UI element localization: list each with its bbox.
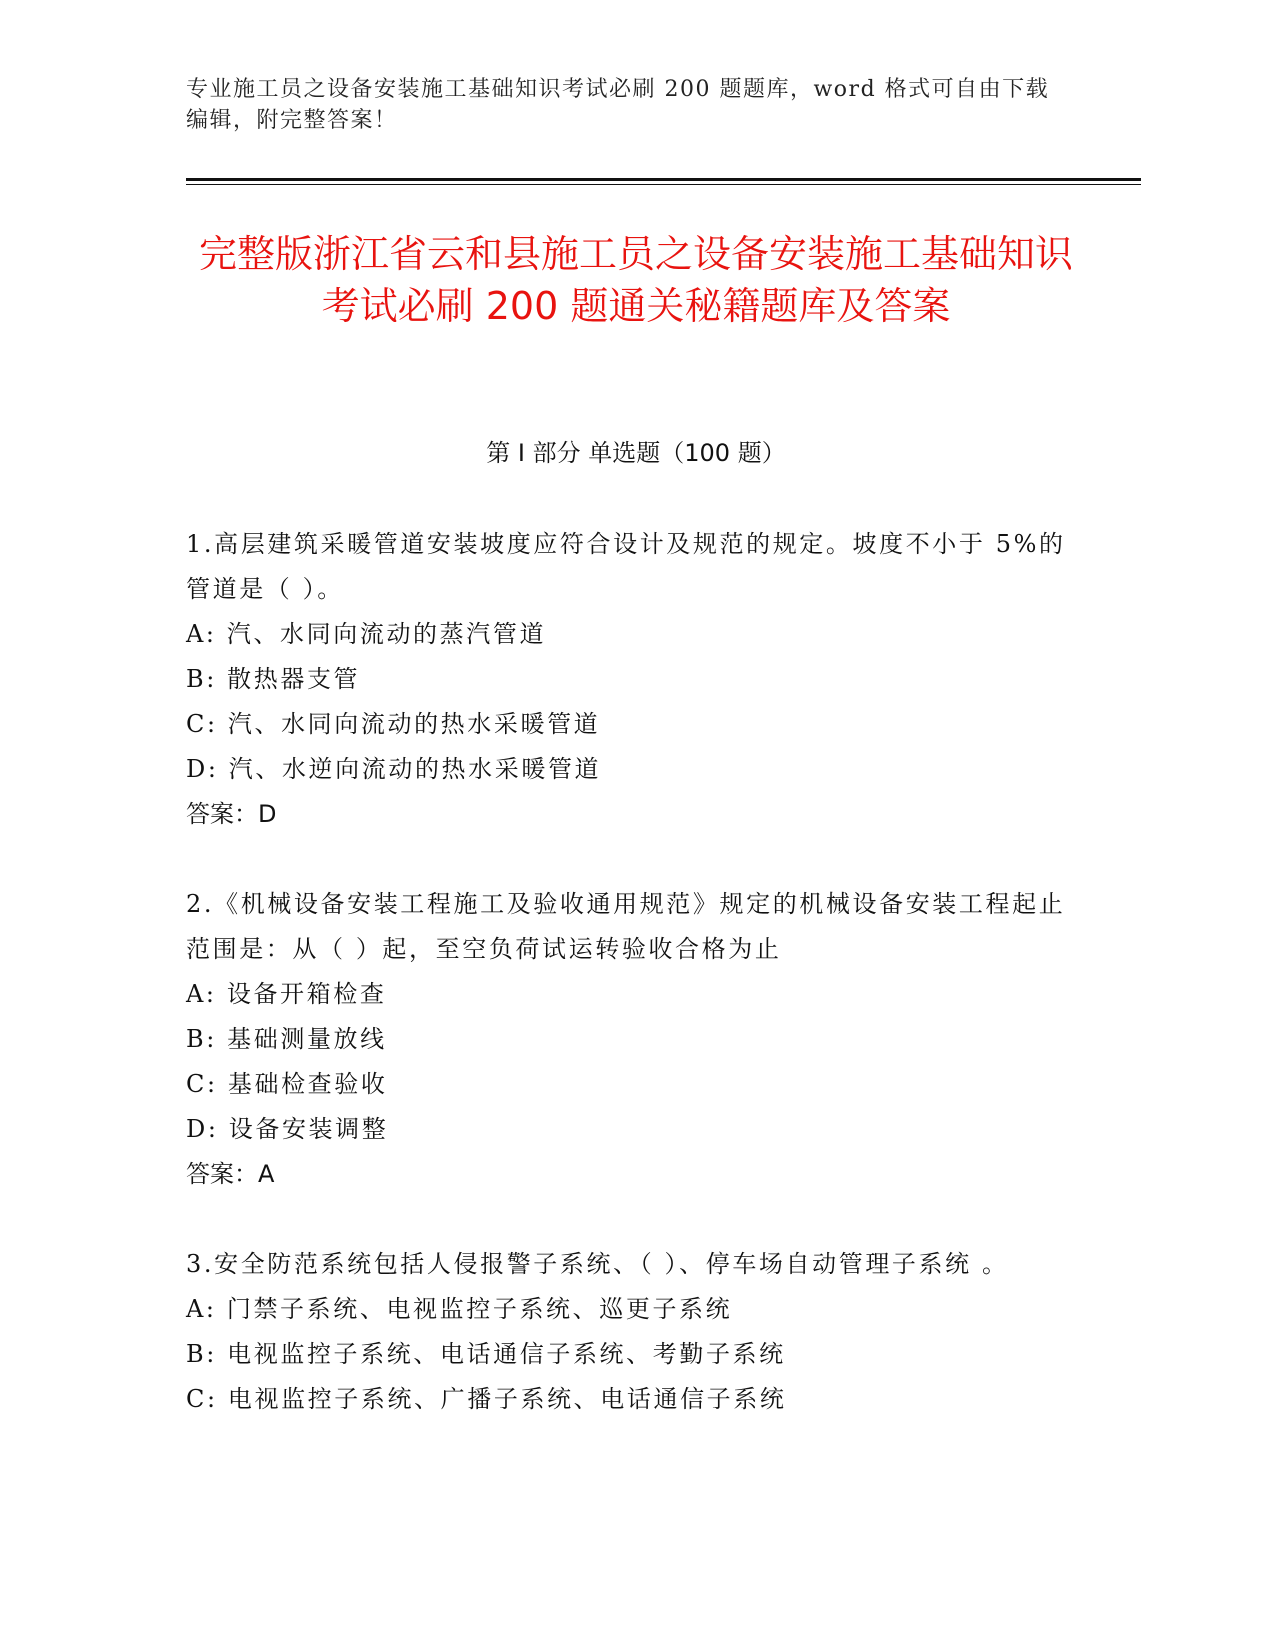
option-a: A: 汽、水同向流动的蒸汽管道 bbox=[186, 620, 547, 648]
header-divider-thin bbox=[186, 184, 1141, 185]
option-b: B: 电视监控子系统、电话通信子系统、考勤子系统 bbox=[186, 1340, 786, 1368]
question-stem: 1.高层建筑采暖管道安装坡度应符合设计及规范的规定。坡度不小于 5%的管道是（ ）。 bbox=[186, 530, 1066, 603]
option-a: A: 门禁子系统、电视监控子系统、巡更子系统 bbox=[186, 1295, 733, 1323]
option-c: C: 电视监控子系统、广播子系统、电话通信子系统 bbox=[186, 1385, 787, 1413]
question-1 bbox=[186, 522, 1066, 837]
option-c: C: 汽、水同向流动的热水采暖管道 bbox=[186, 710, 601, 738]
option-d: D: 汽、水逆向流动的热水采暖管道 bbox=[186, 755, 602, 783]
question-stem: 2.《机械设备安装工程施工及验收通用规范》规定的机械设备安装工程起止范围是：从（ ）起，至空负荷试运转验收合格为止 bbox=[186, 890, 1066, 963]
option-b: B: 基础测量放线 bbox=[186, 1025, 387, 1053]
answer: 答案：A bbox=[186, 1160, 275, 1188]
answer: 答案：D bbox=[186, 800, 277, 828]
option-a: A: 设备开箱检查 bbox=[186, 980, 387, 1008]
section-title: 第 I 部分 单选题（100 题） bbox=[486, 439, 786, 467]
question-2 bbox=[186, 882, 1066, 1197]
option-c: C: 基础检查验收 bbox=[186, 1070, 388, 1098]
question-stem: 3.安全防范系统包括人侵报警子系统、（ ）、停车场自动管理子系统 。 bbox=[186, 1250, 1009, 1278]
option-b: B: 散热器支管 bbox=[186, 665, 361, 693]
option-d: D: 设备安装调整 bbox=[186, 1115, 389, 1143]
header-divider-thick bbox=[186, 178, 1141, 181]
document-title: 完整版浙江省云和县施工员之设备安装施工基础知识考试必刷 200 题通关秘籍题库及答案 bbox=[198, 232, 1073, 328]
header-note: 专业施工员之设备安装施工基础知识考试必刷 200 题题库，word 格式可自由下载编辑，附完整答案！ bbox=[186, 77, 1050, 133]
question-3 bbox=[186, 1242, 1066, 1422]
